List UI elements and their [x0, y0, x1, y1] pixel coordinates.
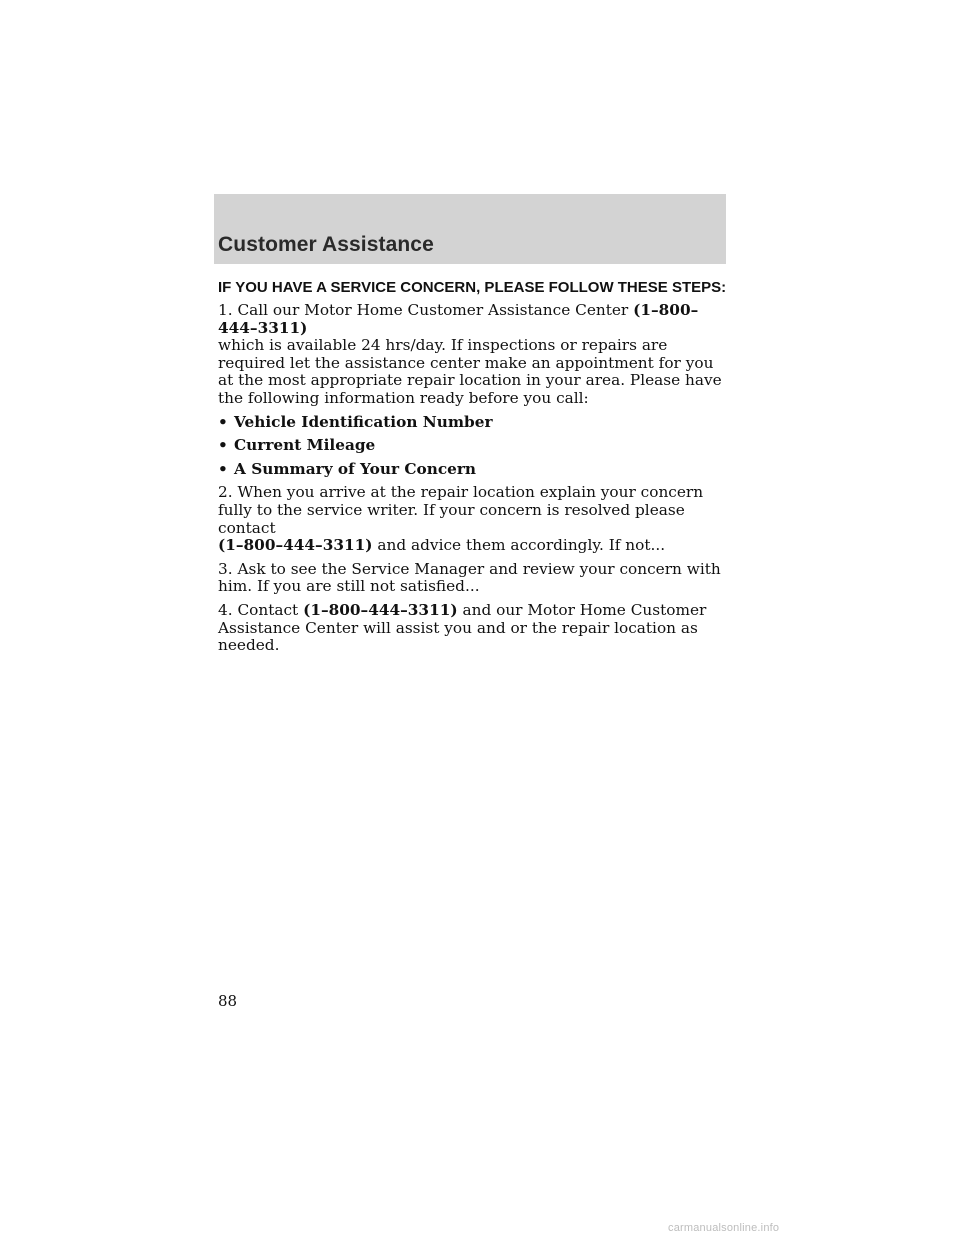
page-number: 88: [218, 992, 238, 1010]
bullet-icon: •: [218, 459, 228, 478]
phone-number: (1–800–444–3311): [218, 301, 699, 337]
step-1-text-cont: which is available 24 hrs/day. If inspections or repairs are required let the assistance center make an appointment for you at the most appropriate repair location in your area. Please have the following information ready before you call:: [218, 336, 722, 407]
phone-number: (1–800–444–3311): [218, 536, 373, 555]
bullet-item: [218, 414, 730, 432]
step-3: 3. Ask to see the Service Manager and review your concern with him. If you are still not satisfied...: [218, 559, 721, 596]
step-1-text: 1. Call our Motor Home Customer Assistance Center: [218, 301, 629, 319]
bullet-text: Vehicle Identification Number: [234, 412, 493, 431]
service-concern-heading: IF YOU HAVE A SERVICE CONCERN, PLEASE FOLLOW THESE STEPS:: [218, 279, 727, 296]
bullet-icon: •: [218, 436, 228, 455]
document-body: [218, 280, 730, 661]
bullet-item: [218, 461, 730, 479]
phone-number: (1–800–444–3311): [303, 600, 458, 619]
bullet-text: A Summary of Your Concern: [234, 459, 477, 478]
step-2-text-cont: and advice them accordingly. If not...: [377, 536, 666, 555]
step-1: [218, 302, 730, 408]
step-2-text: 2. When you arrive at the repair location explain your concern fully to the service writer. If your concern is resolved please contact: [218, 483, 704, 537]
bullet-icon: •: [218, 412, 228, 431]
watermark: carmanualsonline.info: [668, 1222, 780, 1234]
step-4: [218, 602, 730, 655]
step-4-text-cont: and our Motor Home Customer Assistance Center will assist you and or the repair location as needed.: [218, 600, 707, 655]
bullet-item: [218, 437, 730, 455]
step-4-text: 4. Contact: [218, 600, 299, 619]
step-2: [218, 484, 730, 554]
bullet-text: Current Mileage: [234, 436, 376, 455]
section-title: Customer Assistance: [218, 233, 434, 256]
